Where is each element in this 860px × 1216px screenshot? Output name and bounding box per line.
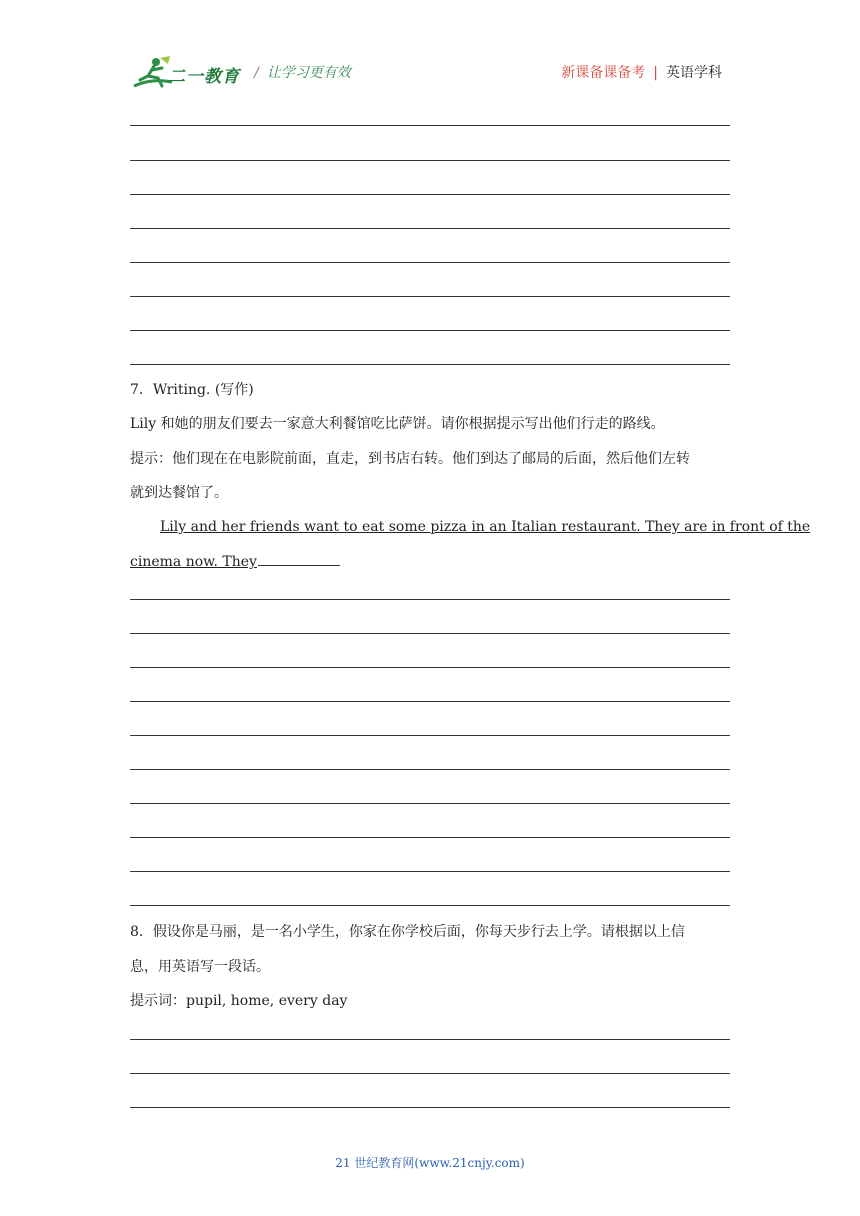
q7-starter-blank[interactable] bbox=[258, 551, 340, 566]
answer-line[interactable] bbox=[130, 633, 730, 634]
q8-title: 8．假设你是马丽，是一名小学生，你家在你学校后面，你每天步行去上学。请根据以上信 bbox=[130, 924, 685, 940]
answer-line[interactable] bbox=[130, 871, 730, 872]
header-divider: | bbox=[653, 65, 658, 81]
answer-line[interactable] bbox=[130, 194, 730, 195]
q7-starter-line1: Lily and her friends want to eat some pizza in an Italian restaurant. They are in front of the bbox=[160, 519, 811, 535]
q7-title: 7．Writing. (写作) bbox=[130, 382, 254, 398]
answer-line[interactable] bbox=[130, 1039, 730, 1040]
answer-line[interactable] bbox=[130, 296, 730, 297]
footer-source: 21 世纪教育网(www.21cnjy.com) bbox=[335, 1156, 525, 1170]
answer-line[interactable] bbox=[130, 160, 730, 161]
answer-line[interactable] bbox=[130, 701, 730, 702]
header-course: 新课备课备考 bbox=[561, 65, 646, 81]
q8-hint: 提示词：pupil, home, every day bbox=[130, 993, 348, 1009]
q7-hint-line2: 就到达餐馆了。 bbox=[130, 485, 228, 501]
answer-line[interactable] bbox=[130, 667, 730, 668]
answer-line[interactable] bbox=[130, 330, 730, 331]
q7-hint-line1: 提示：他们现在在电影院前面，直走，到书店右转。他们到达了邮局的后面，然后他们左转 bbox=[130, 451, 690, 467]
q7-starter-text: cinema now. They bbox=[130, 554, 257, 570]
answer-line[interactable] bbox=[130, 905, 730, 906]
answer-line[interactable] bbox=[130, 735, 730, 736]
q7-starter-line2 bbox=[130, 551, 730, 572]
answer-line[interactable] bbox=[130, 769, 730, 770]
answer-line[interactable] bbox=[130, 125, 730, 126]
answer-line[interactable] bbox=[130, 803, 730, 804]
answer-line[interactable] bbox=[130, 228, 730, 229]
header-subject bbox=[561, 62, 722, 82]
answer-line[interactable] bbox=[130, 837, 730, 838]
q7-intro: Lily 和她的朋友们要去一家意大利餐馆吃比萨饼。请你根据提示写出他们行走的路线。 bbox=[130, 416, 665, 432]
logo-text: 二一教育 bbox=[168, 67, 240, 87]
answer-line[interactable] bbox=[130, 1073, 730, 1074]
page-header bbox=[0, 0, 860, 110]
q8-title-line2: 息，用英语写一段话。 bbox=[130, 959, 270, 975]
answer-line[interactable] bbox=[130, 364, 730, 365]
header-subject-name: 英语学科 bbox=[666, 65, 722, 81]
slogan-text: 让学习更有效 bbox=[266, 65, 351, 81]
answer-line[interactable] bbox=[130, 599, 730, 600]
answer-line[interactable] bbox=[130, 262, 730, 263]
slogan: / 让学习更有效 bbox=[254, 65, 351, 81]
answer-line[interactable] bbox=[130, 1107, 730, 1108]
